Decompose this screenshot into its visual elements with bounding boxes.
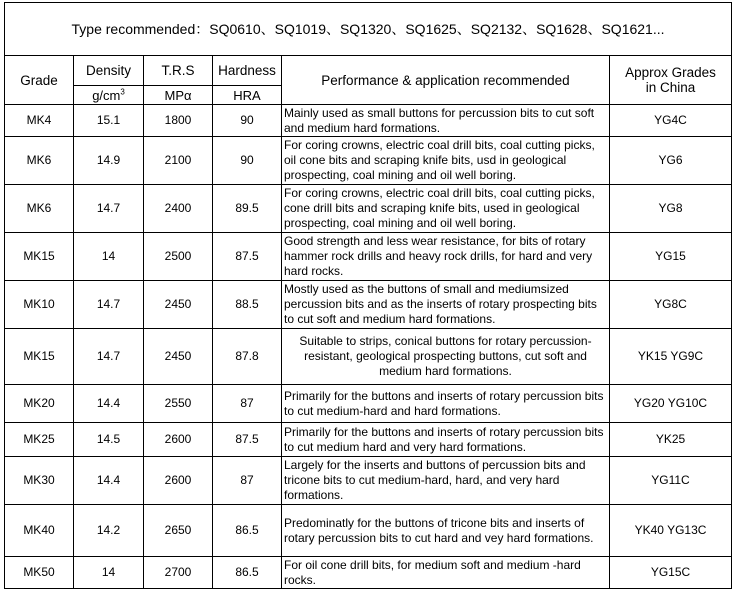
cell-trs: 2550 (144, 385, 213, 423)
cell-trs: 2650 (144, 505, 213, 557)
cell-china-grade: YK15 YG9C (610, 329, 732, 385)
cell-density: 14.4 (74, 385, 144, 423)
cell-hardness: 87.5 (213, 423, 282, 457)
cell-performance: Good strength and less wear resistance, for bits of rotary hammer rock drills and heavy rock drills, for hard and very hard rocks. (282, 233, 610, 281)
cell-hardness: 86.5 (213, 505, 282, 557)
cell-performance: Largely for the inserts and buttons of percussion bits and tricone bits to cut medium-hard, hard, and very hard formations. (282, 457, 610, 505)
cell-china-grade: YG11C (610, 457, 732, 505)
cell-performance: For coring crowns, electric coal drill bits, coal cutting picks, oil cone bits and scraping knife bits, usd in geological prospecting, coal mining and oil well boring. (282, 137, 610, 185)
cell-performance: Mostly used as the buttons of small and mediumsized percussion bits and as the inserts of rotary prospecting bits to cut soft and medium hard formations. (282, 281, 610, 329)
cell-density: 14.2 (74, 505, 144, 557)
density-unit-exponent: 3 (120, 87, 125, 97)
cell-grade: MK20 (5, 385, 74, 423)
cell-hardness: 87 (213, 385, 282, 423)
cell-trs: 2100 (144, 137, 213, 185)
cell-grade: MK25 (5, 423, 74, 457)
header-performance: Performance & application recommended (282, 56, 610, 105)
cell-hardness: 87 (213, 457, 282, 505)
cell-performance: Primarily for the buttons and inserts of rotary percussion bits to cut medium hard and very hard formations. (282, 423, 610, 457)
cell-china-grade: YG6 (610, 137, 732, 185)
type-recommended-title: Type recommended：SQ0610、SQ1019、SQ1320、SQ1625、SQ2132、SQ1628、SQ1621... (5, 3, 732, 56)
table-row (5, 329, 732, 385)
table-row (5, 137, 732, 185)
cell-density: 14.4 (74, 457, 144, 505)
cell-performance: For coring crowns, electric coal drill bits, coal cutting picks, cone drill bits and scraping knife bits, used in geological prospecting, coal mining and oil well boring. (282, 185, 610, 233)
cell-hardness: 86.5 (213, 557, 282, 589)
cell-china-grade: YG8 (610, 185, 732, 233)
cell-grade: MK6 (5, 185, 74, 233)
cell-hardness: 87.5 (213, 233, 282, 281)
cell-grade: MK40 (5, 505, 74, 557)
header-china-line1: Approx Grades (625, 65, 716, 80)
cell-grade: MK15 (5, 329, 74, 385)
cell-china-grade: YG8C (610, 281, 732, 329)
cell-performance: Primarily for the buttons and inserts of rotary percussion bits to cut medium-hard and hard formations. (282, 385, 610, 423)
cell-density: 14 (74, 557, 144, 589)
cell-china-grade: YG15 (610, 233, 732, 281)
cell-china-grade: YG15C (610, 557, 732, 589)
table-row (5, 105, 732, 137)
header-china-line2: in China (645, 80, 696, 95)
cell-grade: MK30 (5, 457, 74, 505)
cell-performance: For oil cone drill bits, for medium soft and medium -hard rocks. (282, 557, 610, 589)
header-density-unit (74, 86, 144, 105)
cell-trs: 1800 (144, 105, 213, 137)
cell-hardness: 88.5 (213, 281, 282, 329)
cell-density: 14.7 (74, 185, 144, 233)
header-grade: Grade (5, 56, 74, 105)
cell-performance: Suitable to strips, conical buttons for rotary percussion-resistant, geological prospecting buttons, cut soft and medium hard formations. (282, 329, 610, 385)
header-trs: T.R.S (144, 56, 213, 86)
cell-density: 15.1 (74, 105, 144, 137)
cell-china-grade: YK25 (610, 423, 732, 457)
cell-hardness: 90 (213, 137, 282, 185)
cell-trs: 2700 (144, 557, 213, 589)
cell-china-grade: YG4C (610, 105, 732, 137)
cell-china-grade: YK40 YG13C (610, 505, 732, 557)
header-trs-unit: MPα (144, 86, 213, 105)
cell-density: 14.7 (74, 281, 144, 329)
cell-density: 14.9 (74, 137, 144, 185)
cell-trs: 2600 (144, 423, 213, 457)
table-row (5, 457, 732, 505)
cell-density: 14.5 (74, 423, 144, 457)
table-row (5, 557, 732, 589)
table-row (5, 185, 732, 233)
density-unit-text: g/cm (92, 87, 121, 103)
header-density: Density (74, 56, 144, 86)
cell-hardness: 90 (213, 105, 282, 137)
cell-density: 14 (74, 233, 144, 281)
header-hardness: Hardness (213, 56, 282, 86)
header-hardness-unit: HRA (213, 86, 282, 105)
cell-trs: 2450 (144, 329, 213, 385)
cell-china-grade: YG20 YG10C (610, 385, 732, 423)
cell-hardness: 89.5 (213, 185, 282, 233)
cell-trs: 2500 (144, 233, 213, 281)
cell-density: 14.7 (74, 329, 144, 385)
cell-grade: MK10 (5, 281, 74, 329)
header-approx-grades-china (610, 56, 732, 105)
cell-grade: MK6 (5, 137, 74, 185)
cell-grade: MK15 (5, 233, 74, 281)
table-row (5, 281, 732, 329)
table-row (5, 505, 732, 557)
table-row (5, 233, 732, 281)
cell-grade: MK50 (5, 557, 74, 589)
table-row (5, 423, 732, 457)
grades-table (4, 2, 732, 589)
cell-trs: 2400 (144, 185, 213, 233)
cell-trs: 2600 (144, 457, 213, 505)
cell-performance: Predominatly for the buttons of tricone bits and inserts of rotary percussion bits to cut hard and vey hard formations. (282, 505, 610, 557)
cell-hardness: 87.8 (213, 329, 282, 385)
cell-grade: MK4 (5, 105, 74, 137)
cell-trs: 2450 (144, 281, 213, 329)
cell-performance: Mainly used as small buttons for percussion bits to cut soft and medium hard formations. (282, 105, 610, 137)
table-row (5, 385, 732, 423)
